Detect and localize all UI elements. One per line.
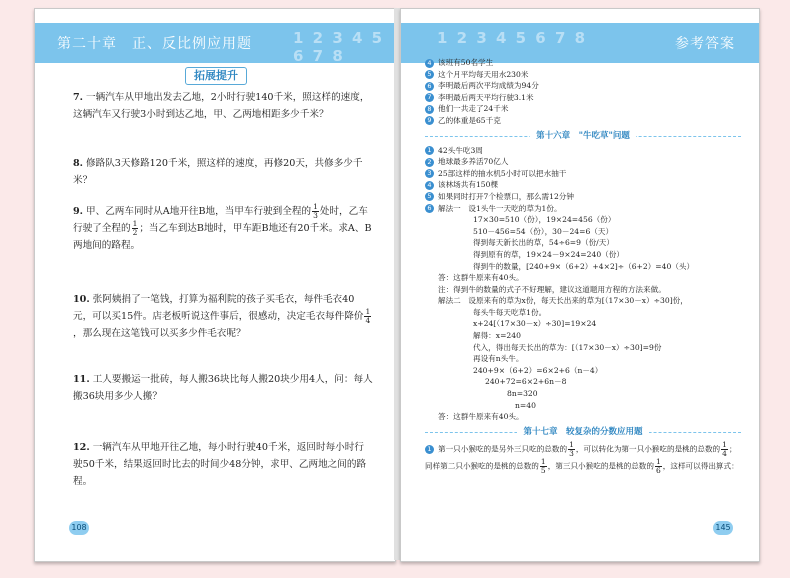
solution-line: 得到牛的数量，[240+9×（6+2）+4×2]÷（6+2）=40（头） (473, 261, 695, 271)
answer-number-icon: 6 (425, 204, 434, 213)
chapter-title: 第二十章 正、反比例应用题 (57, 36, 252, 52)
solution-line: 8n=320 (507, 389, 538, 399)
question-7: 7. 一辆汽车从甲地出发去乙地，2小时行驶140千米，照这样的速度，这辆汽车又行驶3小时到达乙地，甲、乙两地相距多少千米？ (73, 92, 370, 120)
answer-item: 9 乙的体重是65千克 (425, 115, 741, 127)
answer-item: 6 李明最后两次平均成绩为94分 (425, 80, 741, 92)
fraction: $\frac{1}{4}$ (722, 439, 727, 458)
answer-number-icon: 4 (425, 59, 434, 68)
answer-item: 1 第一只小猴吃的是另外三只吃的总数的 $\frac{1}{3}$ ，可以转化为第一只小猴吃的是桃的总数的 $\frac{1}{4}$ ；同样第二只小猴吃的是桃的总数的 $\frac{1}{5}$ ，第三只小猴吃的是桃的总数的 $\frac{1}{6}$ ，这样可以得出算式： (425, 439, 739, 475)
answer-item: 4 该班有50名学生 (425, 57, 741, 69)
solution-line: 得到每天新长出的草，54÷6=9（份/天） (473, 238, 614, 248)
solution-line: 解得：x=240 (473, 331, 521, 341)
answer-item: 4 该林场共有150棵 (425, 179, 741, 191)
answer-number-icon: 1 (425, 445, 434, 454)
solution-line: 得到原有的草，19×24－9×24=240（份） (473, 249, 624, 259)
answer-number-icon: 4 (425, 181, 434, 190)
question-9: 9. 甲、乙两车同时从A地开往B地，当甲车行驶到全程的 $\frac{1}{3}$ 处时，乙车行驶了全程的 $\frac{1}{2}$ ；当乙车到达B地时，甲车距B地还有20千米。求A、B两地间的路程。 (73, 202, 372, 251)
solution-line: 每头牛每天吃草1份。 (473, 307, 547, 317)
numbers-decoration-icon: 1 2 3 4 5 6 7 8 (437, 29, 588, 47)
section-badge: 拓展提升 (185, 67, 247, 85)
answer-number-icon: 9 (425, 116, 434, 125)
answer-number-icon: 5 (425, 192, 434, 201)
chapter-17-heading: 第十七章 较复杂的分数应用题 (425, 425, 741, 439)
fraction: $\frac{1}{3}$ (569, 439, 574, 458)
answer-number-icon: 3 (425, 169, 434, 178)
solution-line: 17×30=510（份），19×24=456（份） (473, 215, 616, 225)
answer-item: 8 他们一共走了24千米 (425, 103, 741, 115)
page-number: 108 (69, 521, 89, 535)
solution-line: 510－456=54（份），30－24=6（天） (473, 226, 614, 236)
answer-number-icon: 7 (425, 93, 434, 102)
answer-item: 5 如果同时打开7个检票口，那么需12分钟 (425, 191, 741, 203)
fraction: $\frac{1}{4}$ (365, 307, 371, 325)
solution-line: 解法二 设原来有的草为x份，每天长出来的草为[（17×30－x）÷30]份， (438, 296, 688, 306)
answer-list (425, 57, 741, 475)
solution-line: n=40 (515, 400, 536, 410)
question-8: 8. 修路队3天修路120千米，照这样的速度，再修20天，共修多少千米？ (73, 158, 363, 186)
solution-note: 注：得到牛的数量的式子不好理解，建议这道题用方程的方法来做。 (438, 284, 666, 294)
solution-line: x+24[（17×30－x）÷30]=19×24 (473, 319, 597, 329)
answer-item: 6 解法一 设1头牛一天吃的草为1份。 (425, 203, 741, 215)
fraction: $\frac{1}{2}$ (132, 219, 138, 237)
solution-line: 代入，得出每天长出的草为：[（17×30－x）÷30]=9份 (473, 342, 662, 352)
solution-line: 再设有n头牛。 (473, 354, 524, 364)
answer-number-icon: 2 (425, 158, 434, 167)
solution-line: 240+9×（6+2）=6×2+6（n－4） (473, 365, 603, 375)
answer-item: 5 这个月平均每天用水230米 (425, 69, 741, 81)
answers-title: 参考答案 (675, 36, 735, 52)
page-number: 145 (713, 521, 733, 535)
right-page (400, 8, 760, 562)
fraction: $\frac{1}{6}$ (656, 456, 661, 475)
solution-answer: 答：这群牛原来有40头。 (438, 412, 524, 422)
answer-number-icon: 6 (425, 82, 434, 91)
question-10: 10. 张阿姨捐了一笔钱，打算为福利院的孩子买毛衣，每件毛衣40元，可以买15件。店老板听说这件事后，很感动，决定毛衣每件降价 $\frac{1}{4}$ ，那么现在这笔钱可以买多少件毛衣呢？ (73, 294, 371, 339)
answer-number-icon: 5 (425, 70, 434, 79)
left-page (34, 8, 396, 562)
answer-item: 1 42头牛吃3周 (425, 145, 741, 157)
numbers-decoration-icon: 1 2 3 4 5 6 7 8 (293, 29, 385, 65)
fraction: $\frac{1}{5}$ (540, 456, 546, 475)
chapter-16-heading: 第十六章 "牛吃草"问题 (425, 129, 741, 143)
answer-item: 7 李明最后两天平均行驶3.1米 (425, 92, 741, 104)
solution-line: 240+72=6×2+6n－8 (485, 377, 567, 387)
open-book (34, 8, 758, 570)
fraction: $\frac{1}{3}$ (313, 202, 318, 220)
solution-answer: 答：这群牛原来有40头。 (438, 273, 524, 283)
answer-number-icon: 1 (425, 146, 434, 155)
answer-item: 3 25部这样的抽水机5小时可以把水抽干 (425, 168, 741, 180)
answer-item: 2 地球最多养活70亿人 (425, 156, 741, 168)
question-11: 11. 工人要搬运一批砖，每人搬36块比每人搬20块少用4人，问：每人搬36块用多少人搬？ (73, 374, 373, 402)
answer-number-icon: 8 (425, 105, 434, 114)
left-header-band (35, 23, 395, 63)
question-12: 12. 一辆汽车从甲地开往乙地，每小时行驶40千米，返回时每小时行驶50千米，结果返回时比去的时间少48分钟，求甲、乙两地之间的路程。 (73, 442, 367, 487)
